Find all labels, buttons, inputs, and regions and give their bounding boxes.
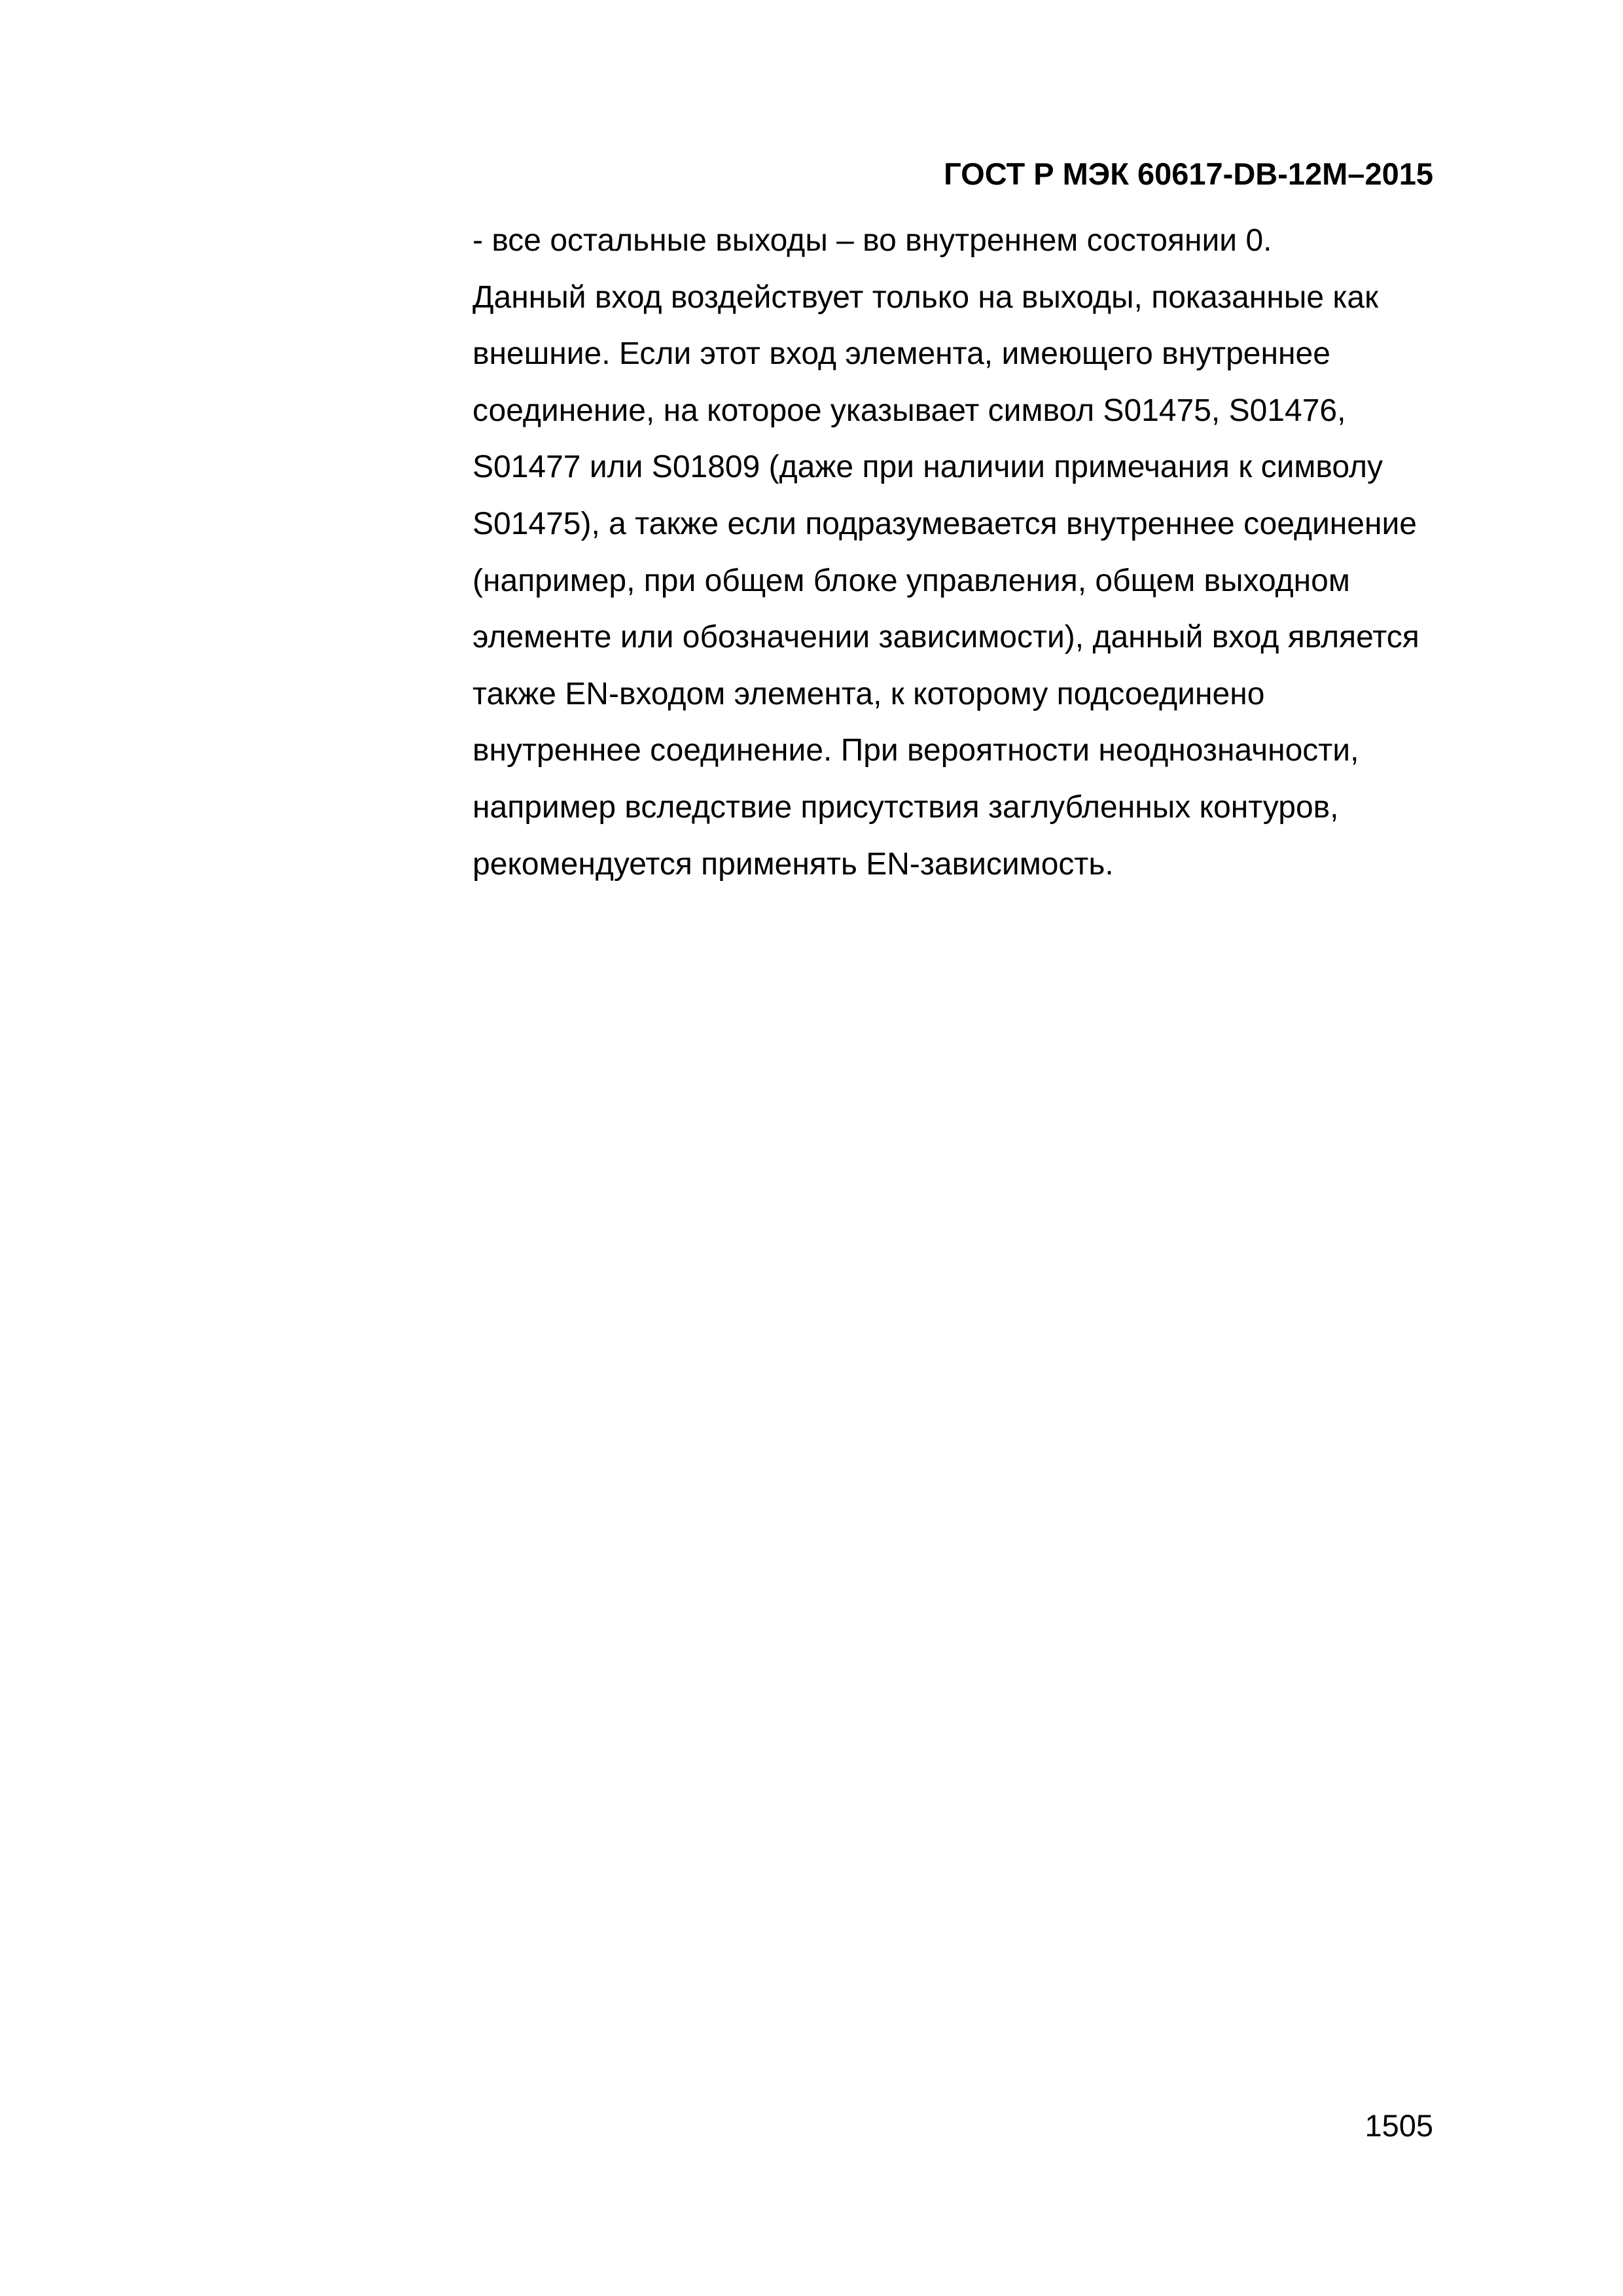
text-line: S01475), а также если подразумевается внутреннее соединение [473,506,1417,541]
text-line: элементе или обозначении зависимости), данный вход является [473,620,1419,655]
text-line: - все остальные выходы – во внутреннем состоянии 0. [473,223,1272,258]
body-text [473,213,1493,893]
text-line: S01477 или S01809 (даже при наличии примечания к символу [473,450,1383,485]
text-line: рекомендуется применять EN-зависимость. [473,846,1114,882]
text-line: соединение, на которое указывает символ S01475, S01476, [473,393,1346,428]
text-line: также EN-входом элемента, к которому подсоединено [473,676,1265,711]
text-line: Данный вход воздействует только на выходы, показанные как [473,279,1379,315]
page-number: 1505 [1364,2108,1433,2143]
document-header-id: ГОСТ Р МЭК 60617-DB-12M–2015 [944,156,1433,191]
text-line: (например, при общем блоке управления, общем выходном [473,563,1350,598]
text-line: внешние. Если этот вход элемента, имеющего внутреннее [473,336,1330,372]
text-line: например вследствие присутствия заглубленных контуров, [473,789,1339,825]
text-line: внутреннее соединение. При вероятности неоднозначности, [473,733,1359,768]
